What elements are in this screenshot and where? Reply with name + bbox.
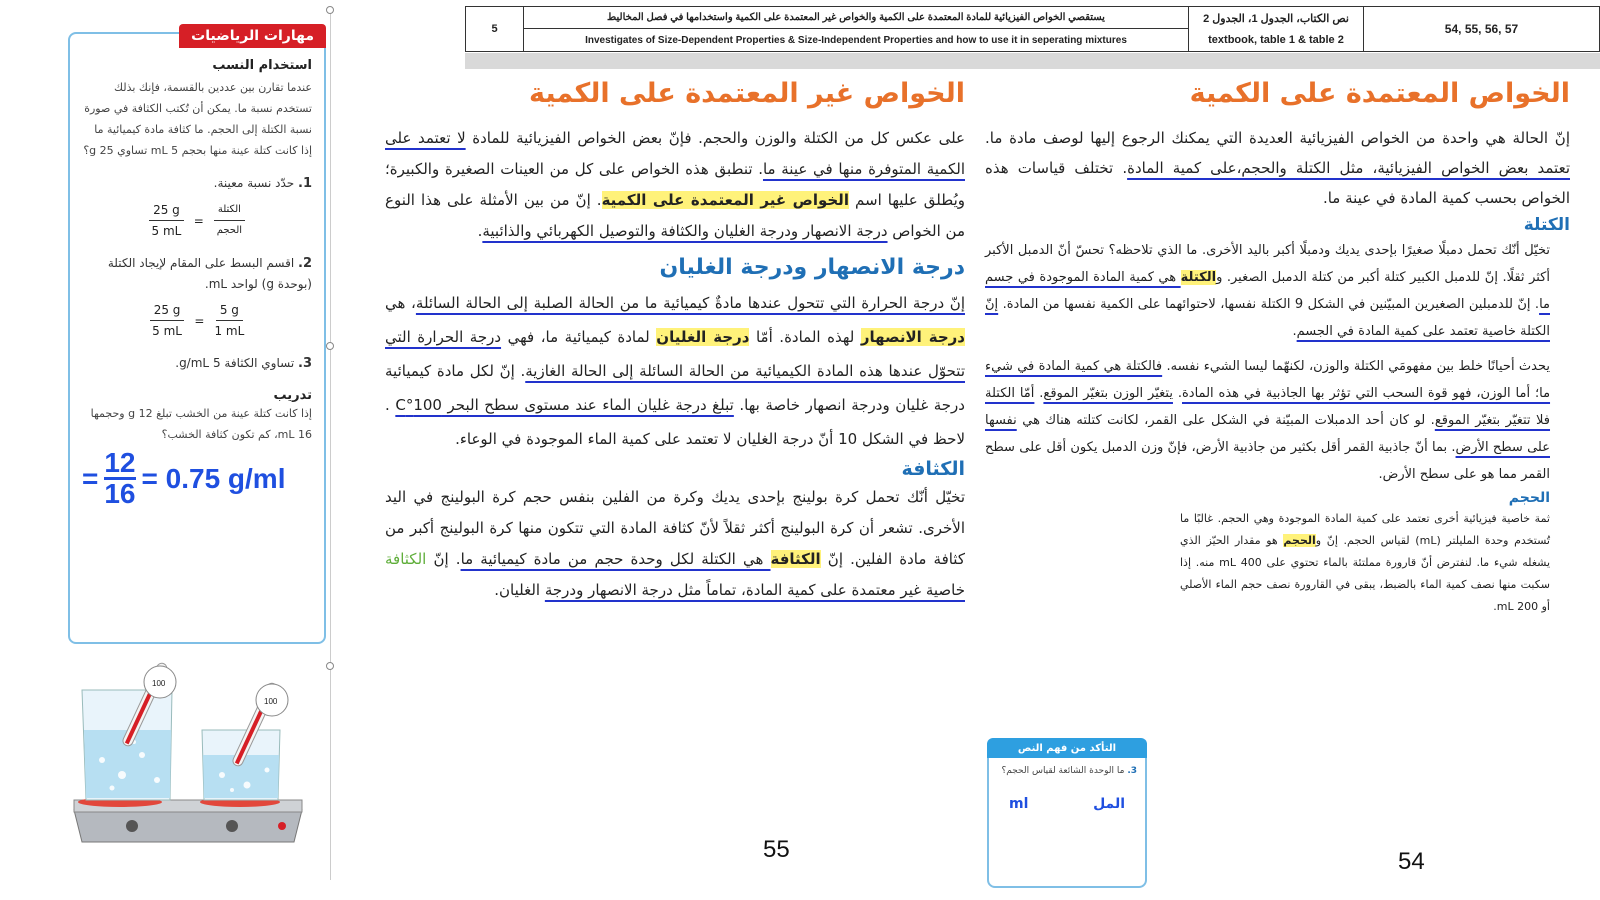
text-run: . <box>477 222 483 240</box>
page55-subheading-2: الكثافة <box>901 458 965 480</box>
header-gray-strip <box>465 53 1600 69</box>
text-run: . تنطبق هذه الخواص على كل من العينات الصغيرة والكبيرة؛ ويُطلق عليها اسم <box>385 160 965 209</box>
page54-paragraph-3 <box>985 353 1570 488</box>
handwritten-answer <box>82 449 312 508</box>
fraction-numerator: الكتلة <box>214 200 245 221</box>
page54-paragraph-1 <box>985 123 1570 213</box>
ratio-value <box>214 300 244 341</box>
lesson-description-en: Investigates of Size-Dependent Properties & Size-Independent Properties and how to use it in seperating mixtures <box>585 34 1127 46</box>
step-text: تساوي الكثافة 5 g/mL. <box>175 356 295 370</box>
math-skills-title: استخدام النسب <box>212 58 312 73</box>
answer-equals: = <box>82 462 99 494</box>
underlined-text: هي الكتلة لكل وحدة حجم من مادة كيميائية ما <box>460 550 771 568</box>
page55-paragraph-2 <box>385 286 965 456</box>
underlined-text: يتغيّر الوزن بتغيّر الموقع <box>1043 386 1173 401</box>
highlighted-term: درجة الغليان <box>656 328 750 346</box>
answer-en: ml <box>1009 796 1029 812</box>
answer-ar: المل <box>1093 796 1125 812</box>
page54-subheading-volume: الحجم <box>1508 490 1550 506</box>
lesson-source-en: textbook, table 1 & table 2 <box>1208 34 1344 46</box>
text-run: الغليان. <box>494 581 545 599</box>
divider-dot <box>326 342 334 350</box>
text-run: تخيّل أنّك تحمل دمبلًا صغيرًا بإحدى يديك ودمبلًا أكبر باليد الأخرى. ما الذي تلاحظه؟ تحسّ أنّ الدمبل الأكبر أكثر ثقلًا. إنّ للدمبل الكبير كتلة أكبر من كتلة الدمبل الصغير. و <box>985 243 1550 285</box>
equals-sign: = <box>193 213 204 228</box>
text-run: . إنّ من بين الأمثلة على هذا النوع من الخواص <box>385 191 965 240</box>
green-term: الكثافة <box>385 550 427 568</box>
ratio-value <box>149 200 184 241</box>
fraction-denominator: 16 <box>104 478 136 509</box>
answer-fraction <box>104 449 135 508</box>
lesson-pages: 54, 55, 56, 57 <box>1444 22 1519 36</box>
math-step-1 <box>82 173 312 194</box>
answer-result: = 0.75 g/ml <box>141 462 286 494</box>
text-run: . إنّ لكل مادة كيميائية درجة غليان ودرجة انصهار خاصة بها. <box>385 362 965 414</box>
underlined-text: هي كمية المادة الموجودة في جسم ما <box>985 270 1550 312</box>
lesson-source-cell <box>1189 7 1364 51</box>
page55-heading: الخواص غير المعتمدة على الكمية <box>529 78 965 109</box>
page54-paragraph-2 <box>985 237 1570 345</box>
underlined-text: إنّ الكتلة خاصية تعتمد على كمية المادة في الجسم <box>985 297 1550 339</box>
underlined-text: درجة الانصهار ودرجة الغليان والكثافة والتوصيل الكهربائي والذائبية <box>482 222 888 240</box>
lesson-description-cell <box>524 7 1189 51</box>
text-run: . <box>1292 324 1297 339</box>
highlighted-term: الحجم <box>1283 534 1316 547</box>
question-text: ما الوحدة الشائعة لقياس الحجم؟ <box>1001 766 1125 776</box>
practice-question: إذا كانت كتلة عينة من الخشب تبلغ 12 g وحجمها 16 mL، كم تكون كثافة الخشب؟ <box>90 407 312 441</box>
fraction-denominator: 5 mL <box>151 224 182 238</box>
text-run: . لاحظ في الشكل 10 أنّ درجة الغليان لا تعتمد على كمية الماء الموجودة في الوعاء. <box>385 396 965 448</box>
page54-heading: الخواص المعتمدة على الكمية <box>1189 78 1570 109</box>
fraction-numerator: 12 <box>104 447 136 478</box>
text-run: لمادة كيميائية ما، فهي <box>501 328 657 346</box>
highlighted-term: الخواص غير المعتمدة على الكمية <box>601 191 849 209</box>
lesson-source-ar: نص الكتاب، الجدول 1، الجدول 2 <box>1203 12 1349 25</box>
check-answer <box>997 796 1137 812</box>
text-run: . إنّ للدمبلين الصغيرين المبيّنين في الشكل 9 الكتلة نفسها، لاحتوائهما على الكمية نفسها من المادة. <box>998 297 1540 312</box>
hotplate <box>74 810 302 842</box>
text-run: هو مقدار الحيّز الذي يشغله شيء ما. لنفترض أنّ قارورة مملتئة بالماء تحتوي على mL 400 منه. إذا سكبت منها نصف كمية الماء بالضبط، يبقى في القارورة نصف حجم الماء الأصلي أو 200 mL. <box>1180 534 1551 613</box>
step-number: 1. <box>298 176 312 191</box>
text-run: تخيّل أنّك تحمل كرة بولينج بإحدى يديك وكرة من الفلين بنفس حجم كرة البولينج في اليد الأخرى. تشعر أن كرة البولينج أكثر ثقلاً لأنّ كثافة المادة التي تتكون منها كرة البولينج أكبر من كثافة مادة الفلين. إنّ <box>385 488 965 568</box>
step-text: حدّد نسبة معينة. <box>213 176 295 190</box>
sidebar-divider-line <box>330 10 331 880</box>
page-55 <box>385 78 965 606</box>
math-step-2 <box>82 253 312 294</box>
math-skills-tab: مهارات الرياضيات <box>179 24 326 48</box>
page55-paragraph-3 <box>385 482 965 606</box>
text-run: . تختلف قياسات هذه الخواص بحسب كمية المادة في عينة ما. <box>985 159 1570 207</box>
fraction-denominator: 5 mL <box>152 324 182 338</box>
fraction-numerator: 5 g <box>216 300 243 321</box>
ratio-value <box>150 300 185 341</box>
underlined-text: درجة الحرارة التي تتحوّل عندها هذه المادة الكيميائية من الحالة السائلة إلى الحالة الغازية <box>385 328 965 380</box>
practice-title: تدريب <box>273 388 312 403</box>
text-run: ، هي <box>385 294 416 312</box>
highlighted-term: الكثافة <box>770 550 821 568</box>
text-run: . لو كان أحد الدمبلات المبيّنة في الشكل على القمر، لكانت كتلته هناك هي <box>1016 413 1435 428</box>
underlined-text: نفسها على سطح الأرض <box>985 413 1550 455</box>
underlined-text: خاصية غير معتمدة على كمية المادة، تماماً مثل درجة الانصهار ودرجة <box>544 581 965 599</box>
page-number-54: 54 <box>1398 848 1425 875</box>
knob-icon <box>226 820 238 832</box>
text-run: إنّ الحالة هي واحدة من الخواص الفيزيائية العديدة التي يمكنك الرجوع إليها لوصف مادة ما. <box>985 129 1570 147</box>
page-54 <box>985 78 1570 618</box>
page54-paragraph-4 <box>985 508 1570 618</box>
step-number: 2. <box>298 256 312 271</box>
ratio-words <box>214 200 245 241</box>
page55-paragraph-1 <box>385 123 965 247</box>
math-skills-box <box>68 28 326 644</box>
lesson-header-table <box>465 6 1600 52</box>
underlined-text: إنّ درجة الحرارة التي تتحول عندها مادةٌ كيميائية ما من الحالة الصلبة إلى الحالة السائلة <box>415 294 965 312</box>
step-text: اقسم البسط على المقام لإيجاد الكتلة (بوحدة g) لواحد mL. <box>107 256 312 291</box>
lesson-description-ar: يستقصي الخواص الفيزيائية للمادة المعتمدة على الكمية والخواص غير المعتمدة على الكمية واستخدامها في فصل المخاليط <box>524 7 1188 29</box>
text-run: على عكس كل من الكتلة والوزن والحجم. فإنّ بعض الخواص الفيزيائية للمادة <box>465 129 965 147</box>
text-run: لهذه المادة. أمّا <box>749 328 861 346</box>
check-understanding-box <box>987 738 1147 888</box>
highlighted-term: الكتلة <box>1180 270 1217 285</box>
underlined-text: أمّا الكتلة فلا تتغيّر بتغيّر الموقع <box>985 386 1551 428</box>
check-question <box>997 764 1137 778</box>
math-skills-intro: عندما تقارن بين عددين بالقسمة، فإنك بذلك تستخدم نسبة ما. يمكن أن تُكتب الكثافة في صورة نسبة الكتلة إلى الحجم. ما كثافة مادة كيميائية ما إذا كانت كتلة عينة منها بحجم 5 mL تساوي 25 g؟ <box>83 81 312 157</box>
thermometer-reading-left: 100 <box>152 679 166 688</box>
page54-subheading-mass: الكتلة <box>1523 215 1570 235</box>
underlined-text: لا تعتمد على الكمية المتوفرة منها في عينة ما <box>385 129 965 178</box>
indicator-light-icon <box>278 822 286 830</box>
text-run: ثمة خاصية فيزيائية أخرى تعتمد على كمية المادة الموجودة وهي الحجم. غالبًا ما تُستخدم وحدة المليلتر (mL) لقياس الحجم. إنّ و <box>1180 512 1550 547</box>
underlined-text: تبلغ درجة غليان الماء عند مستوى سطح البحر 100°C <box>395 396 734 414</box>
lesson-number: 5 <box>491 23 498 35</box>
ratio-formula-2 <box>82 300 312 341</box>
lesson-pages-cell <box>1364 7 1599 51</box>
text-run: . إنّ <box>426 550 461 568</box>
page55-subheading-1: درجة الانصهار ودرجة الغليان <box>659 255 965 280</box>
text-run: . <box>1172 386 1182 401</box>
highlighted-term: درجة الانصهار <box>860 328 965 346</box>
text-run: يحدث أحيانًا خلط بين مفهومَي الكتلة والوزن، لكنهّما ليسا الشيء نفسه. <box>1162 359 1550 374</box>
fraction-denominator: الحجم <box>216 225 243 236</box>
underlined-text: تعتمد بعض الخواص الفيزيائية، مثل الكتلة والحجم،على كمية المادة <box>1127 159 1570 177</box>
fraction-numerator: 25 g <box>149 200 184 221</box>
fraction-denominator: 1 mL <box>214 324 245 338</box>
equals-sign: = <box>194 313 205 328</box>
knob-icon <box>126 820 138 832</box>
step-number: 3. <box>298 356 312 371</box>
check-understanding-tab: التأكد من فهم النص <box>987 738 1147 758</box>
ratio-formula-1 <box>82 200 312 241</box>
text-run: . <box>1034 386 1044 401</box>
question-number: 3. <box>1127 766 1137 776</box>
page-number-55: 55 <box>763 836 790 863</box>
divider-dot <box>326 6 334 14</box>
fraction-numerator: 25 g <box>150 300 185 321</box>
math-step-3 <box>82 353 312 374</box>
lesson-number-cell <box>466 7 524 51</box>
thermometer-reading-right: 100 <box>264 697 278 706</box>
divider-dot <box>326 662 334 670</box>
text-run: . بما أنّ جاذبية القمر أقل بكثير من جاذبية الأرض، فإنّ وزن الدمبل يكون أقل على سطح القمر مما هو على سطح الأرض. <box>985 440 1550 482</box>
underlined-text: فالكتلة هي كمية المادة في شيء ما؛ أما الوزن، فهو قوة السحب التي تؤثر بها الجاذبية في هذه المادة <box>985 359 1551 401</box>
boiling-beakers-illustration <box>72 660 304 850</box>
